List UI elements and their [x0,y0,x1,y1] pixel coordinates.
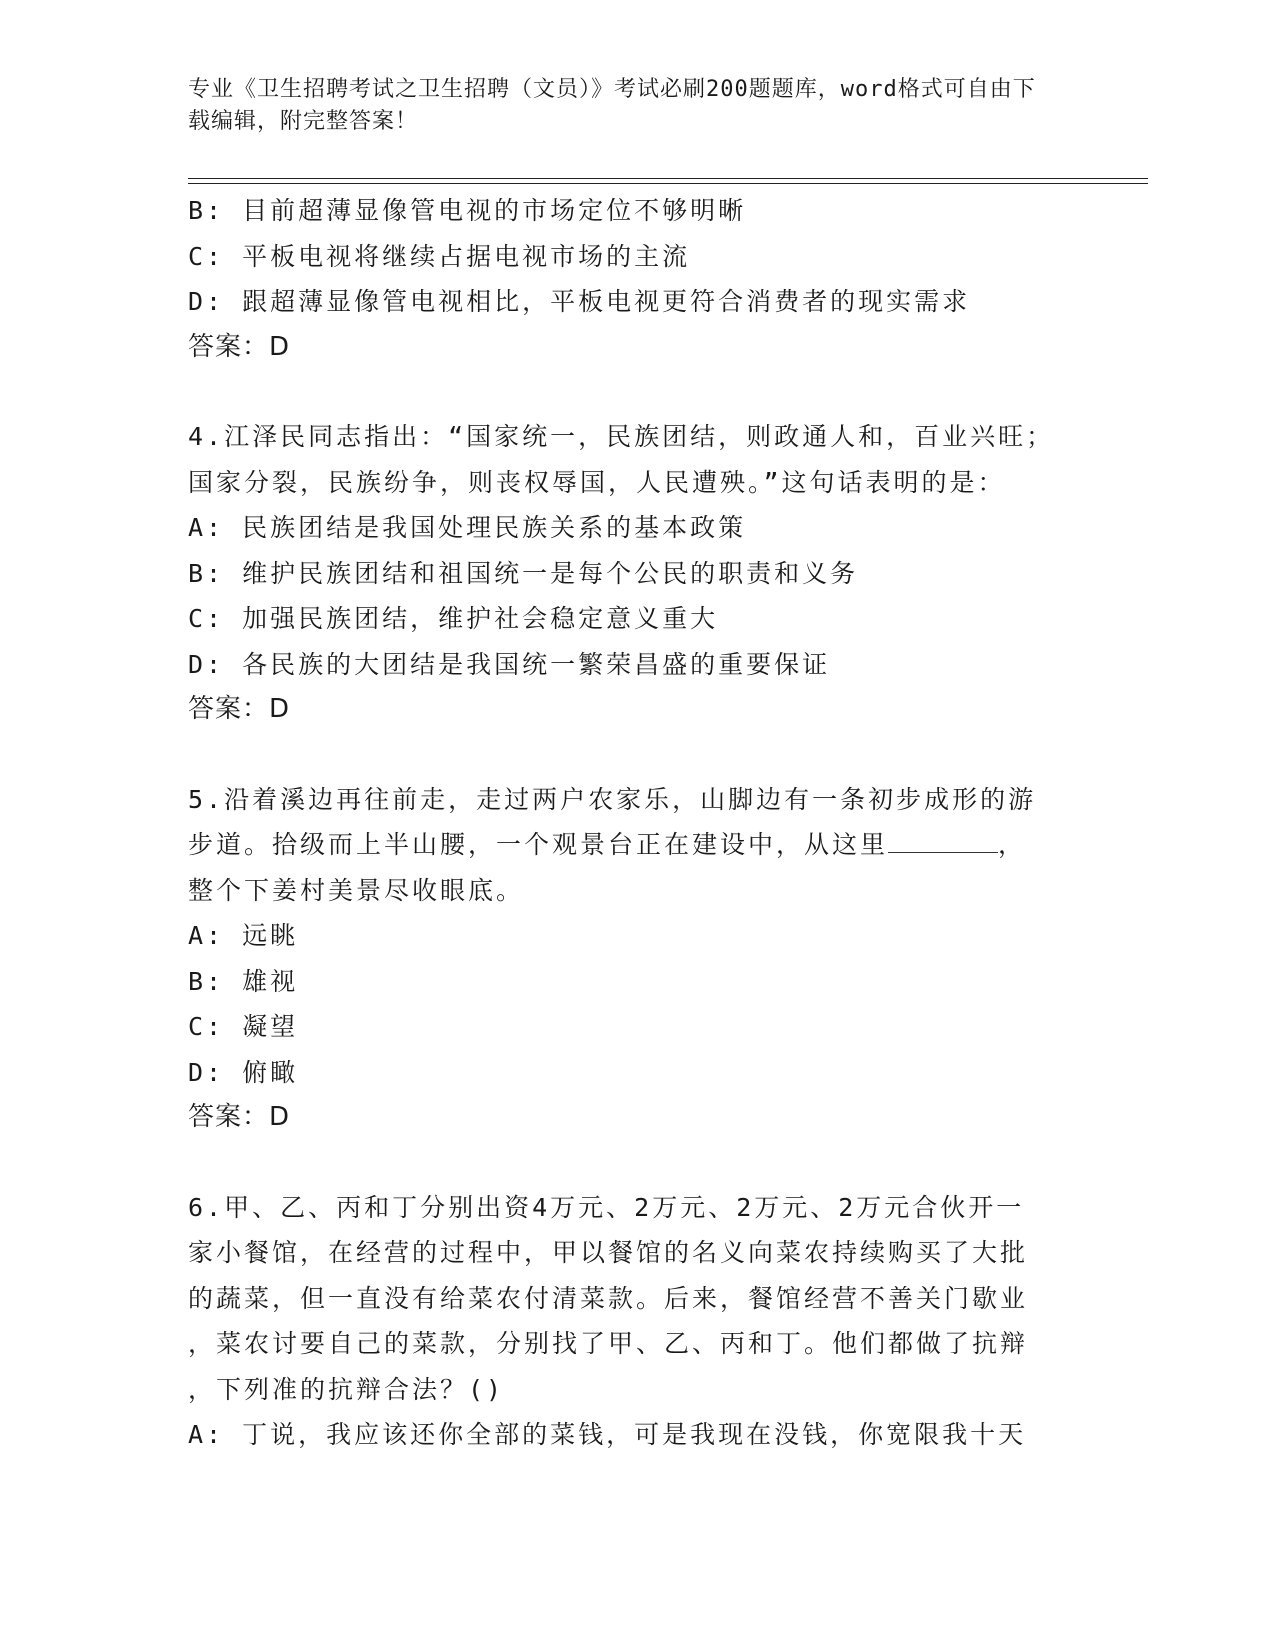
q5-option-c: C: 凝望 [188,1012,299,1041]
document-header: 专业《卫生招聘考试之卫生招聘（文员）》考试必刷200题题库，word格式可自由下载编辑，附完整答案！ [188,77,1036,134]
q4-answer: 答案：D [188,694,291,724]
q3-option-b: B: 目前超薄显像管电视的市场定位不够明晰 [188,196,747,225]
q4-option-b: B: 维护民族团结和祖国统一是每个公民的职责和义务 [188,558,859,588]
q5-option-d: D: 俯瞰 [188,1057,299,1087]
q5-answer: 答案：D [188,1102,291,1132]
q5-stem-line-2-text: 步道。拾级而上半山腰，一个观景台正在建设中，从这里 [188,830,889,859]
header-rule-top [188,178,1148,179]
q5-option-a: A: 远眺 [188,921,299,950]
q6-stem-line-3: 的蔬菜，但一直没有给菜农付清菜款。后来，餐馆经营不善关门歇业 [188,1283,1029,1313]
q5-stem-line-1: 5.沿着溪边再往前走，走过两户农家乐，山脚边有一条初步成形的游 [188,784,1037,814]
q4-option-d: D: 各民族的大团结是我国统一繁荣昌盛的重要保证 [188,649,831,679]
q3-option-d: D: 跟超薄显像管电视相比，平板电视更符合消费者的现实需求 [188,287,971,316]
header-rule-bottom [188,183,1148,184]
q6-stem-line-1: 6.甲、乙、丙和丁分别出资4万元、2万元、2万元、2万元合伙开一 [188,1192,1025,1222]
q3-option-c: C: 平板电视将继续占据电视市场的主流 [188,241,691,271]
q6-stem-line-2: 家小餐馆，在经营的过程中，甲以餐馆的名义向菜农持续购买了大批 [188,1238,1029,1267]
q4-stem-line-1: 4.江泽民同志指出：“国家统一，民族团结，则政通人和，百业兴旺； [188,422,1055,451]
q5-stem-line-2 [188,822,1148,868]
q5-stem-line-2-comma: ， [998,830,1027,859]
fill-blank [888,828,998,853]
q6-option-a: A: 丁说，我应该还你全部的菜钱，可是我现在没钱，你宽限我十天 [188,1420,1027,1449]
q4-stem-line-2: 国家分裂，民族纷争，则丧权辱国，人民遭殃。”这句话表明的是： [188,467,1006,497]
q4-option-a: A: 民族团结是我国处理民族关系的基本政策 [188,513,747,542]
q5-stem-line-3: 整个下姜村美景尽收眼底。 [188,875,525,905]
q6-stem-line-4: ，菜农讨要自己的菜款，分别找了甲、乙、丙和丁。他们都做了抗辩 [188,1329,1029,1358]
question-content [188,188,1148,1458]
q5-option-b: B: 雄视 [188,966,299,996]
q6-stem-line-5: ，下列准的抗辩合法？() [188,1374,505,1404]
q4-option-c: C: 加强民族团结，维护社会稳定意义重大 [188,604,719,633]
q3-answer: 答案：D [188,331,291,362]
